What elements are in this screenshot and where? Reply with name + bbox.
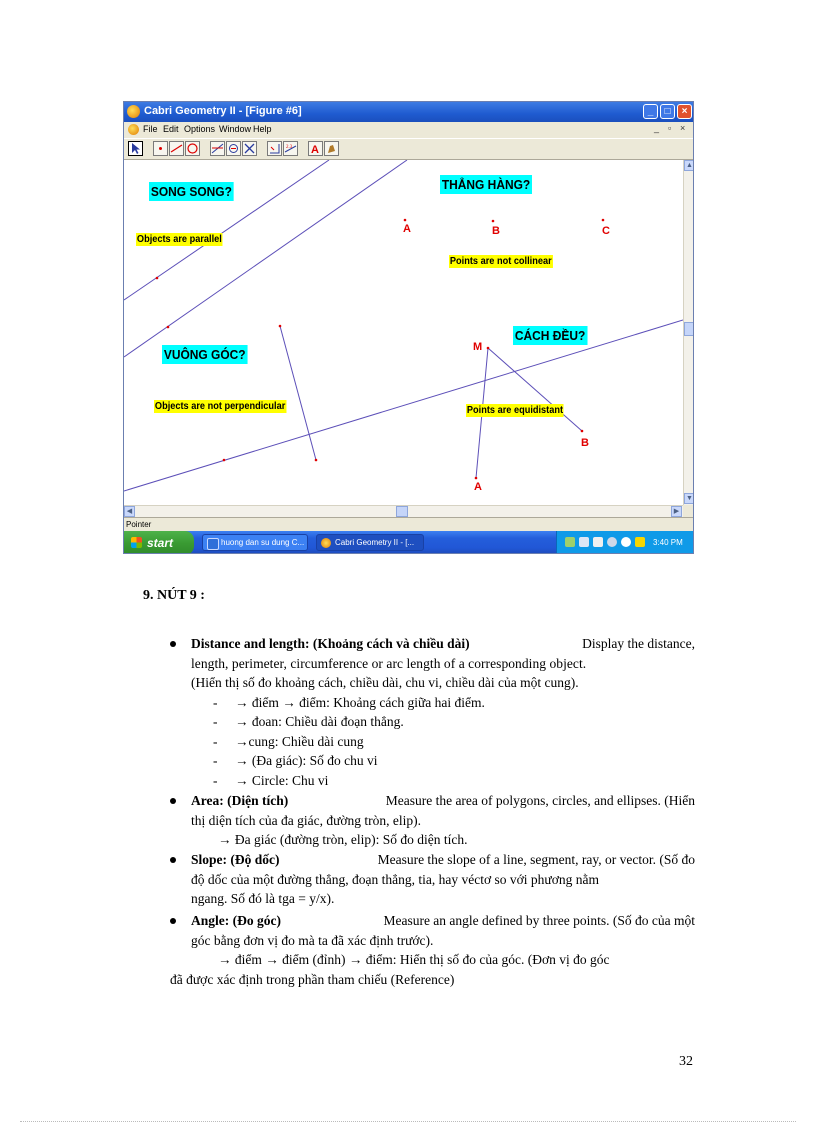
- item-area: [191, 791, 695, 830]
- item-slope-text-1: Measure the slope of a line, segment, ray, or vector. (Số đo: [377, 852, 695, 867]
- point-label-b-bottom: B: [581, 437, 589, 449]
- menu-options[interactable]: Options: [184, 124, 216, 134]
- windows-taskbar: [124, 531, 693, 554]
- perpendicular-segment: [280, 326, 316, 460]
- item-area-text-1: Measure the area of polygons, circles, and ellipses. (Hiển: [385, 793, 695, 808]
- point-label-c-top: C: [602, 225, 610, 237]
- bullet-dot: [170, 641, 176, 647]
- point-label-a-bottom: A: [474, 481, 482, 493]
- item-angle-line-2: góc bằng đơn vị đo mà ta đã xác định trước).: [191, 932, 434, 948]
- item-distance: [191, 634, 695, 693]
- point-on-long-line: [223, 459, 226, 462]
- tray-clock: 3:40 PM: [653, 538, 683, 547]
- tray-speaker-icon[interactable]: [607, 537, 617, 547]
- check-property-tool-icon[interactable]: [267, 141, 282, 156]
- bullet-dot: [170, 857, 176, 863]
- item-slope-line-2: độ dốc của một đường thẳng, đoạn thẳng, tia, hay véctơ so với phương nằm: [191, 871, 599, 887]
- tray-keyboard-icon[interactable]: [579, 537, 589, 547]
- system-tray: [556, 531, 694, 554]
- segment-end-top: [279, 325, 282, 328]
- scroll-down-icon[interactable]: ▼: [684, 493, 694, 504]
- svg-text:A: A: [311, 144, 319, 155]
- scroll-left-icon[interactable]: ◀: [124, 506, 135, 517]
- minimize-button[interactable]: _: [643, 104, 658, 119]
- item-distance-line-1: [191, 634, 695, 654]
- document-icon[interactable]: [128, 124, 139, 135]
- display-tool-icon[interactable]: [308, 141, 323, 156]
- menu-window[interactable]: Window: [219, 124, 252, 134]
- bullet-dot: [170, 918, 176, 924]
- item-angle-title: Angle: (Đo góc): [191, 913, 281, 928]
- page-bottom-divider: [20, 1121, 796, 1122]
- distance-sub-3: - →cung: Chiều dài cung: [213, 734, 364, 749]
- taskbar-item-word[interactable]: [202, 534, 308, 551]
- window-titlebar: [124, 102, 693, 122]
- item-area-line-1: [191, 791, 695, 811]
- measure-tool-icon[interactable]: [283, 141, 298, 156]
- point-b-bottom: [581, 430, 584, 433]
- thang-hang-label: THẲNG HÀNG?: [441, 177, 531, 192]
- menu-file[interactable]: File: [143, 124, 158, 134]
- parallel-result: Objects are parallel: [136, 234, 222, 245]
- mdi-close-button[interactable]: ×: [680, 123, 686, 133]
- bullet-dot: [170, 798, 176, 804]
- start-button[interactable]: [124, 531, 194, 554]
- circle-tool-icon[interactable]: [185, 141, 200, 156]
- tray-help-icon[interactable]: [593, 537, 603, 547]
- item-distance-text-1: Display the distance,: [582, 636, 695, 651]
- macro-tool-icon[interactable]: [242, 141, 257, 156]
- segment-end-bottom: [315, 459, 318, 462]
- distance-sub-1: - → điểm → điểm: Khoảng cách giữa hai điểm.: [213, 695, 485, 710]
- status-text: Pointer: [126, 520, 152, 529]
- item-distance-title: Distance and length: (Khoảng cách và chiều dài): [191, 636, 470, 651]
- menu-help[interactable]: Help: [253, 124, 272, 134]
- menu-edit[interactable]: Edit: [163, 124, 179, 134]
- point-b-top: [492, 220, 495, 223]
- taskbar-item-cabri[interactable]: [316, 534, 424, 551]
- point-a-bottom: [475, 477, 478, 480]
- item-angle-line-1: [191, 911, 695, 931]
- collinear-result: Points are not collinear: [449, 256, 552, 267]
- point-a-top: [404, 219, 407, 222]
- vertical-scrollbar[interactable]: [683, 160, 694, 505]
- close-button[interactable]: ×: [677, 104, 692, 119]
- item-angle-line-3: → điểm → điểm (đỉnh) → điểm: Hiển thị số đo của góc. (Đơn vị đo góc: [218, 952, 610, 967]
- tray-update-icon[interactable]: [621, 537, 631, 547]
- svg-text:2.3: 2.3: [286, 145, 293, 150]
- taskbar-item-word-label: huong dan su dung C...: [221, 538, 305, 547]
- parallel-line-1: [124, 160, 329, 300]
- point-on-line-1: [156, 277, 159, 280]
- pointer-tool-icon[interactable]: [128, 141, 143, 156]
- window-title: Cabri Geometry II - [Figure #6]: [144, 105, 302, 117]
- item-slope-line-1: [191, 850, 695, 870]
- mdi-restore-icon[interactable]: ▫: [668, 123, 672, 133]
- tray-antivirus-icon[interactable]: [635, 537, 645, 547]
- scroll-corner: [683, 505, 694, 517]
- status-bar: [124, 517, 693, 531]
- horizontal-scrollbar[interactable]: [124, 505, 683, 517]
- horizontal-scroll-thumb[interactable]: [396, 506, 408, 517]
- distance-sub-2: - → đoan: Chiều dài đoạn thẳng.: [213, 714, 404, 729]
- draw-tool-icon[interactable]: [324, 141, 339, 156]
- scroll-right-icon[interactable]: ▶: [671, 506, 682, 517]
- section-heading: 9. NÚT 9 :: [143, 588, 205, 603]
- item-area-line-2: thị diện tích của đa giác, đường tròn, elip).: [191, 812, 422, 828]
- point-label-b-top: B: [492, 225, 500, 237]
- geometry-figure: [124, 160, 683, 505]
- page-number: 32: [679, 1054, 693, 1069]
- item-area-title: Area: (Diện tích): [191, 793, 289, 808]
- construct-tool-icon[interactable]: [210, 141, 225, 156]
- cabri-app-icon: [127, 105, 140, 118]
- maximize-button[interactable]: □: [660, 104, 675, 119]
- segment-mb: [488, 348, 582, 431]
- drawing-canvas[interactable]: [124, 160, 683, 505]
- perpendicular-result: Objects are not perpendicular: [154, 401, 286, 412]
- item-angle-line-4: đã được xác định trong phần tham chiếu (Reference): [170, 972, 455, 987]
- start-label: start: [147, 536, 174, 550]
- cabri-screenshot: [123, 101, 694, 554]
- song-song-label: SONG SONG?: [150, 184, 232, 199]
- menu-bar: [124, 122, 693, 138]
- point-c-top: [602, 219, 605, 222]
- distance-sub-4: - → (Đa giác): Số đo chu vi: [213, 753, 378, 768]
- windows-logo-icon: [131, 537, 142, 548]
- tray-network-icon[interactable]: [565, 537, 575, 547]
- line-tool-icon[interactable]: [169, 141, 184, 156]
- item-angle: [191, 911, 695, 950]
- point-on-line-2: [167, 326, 170, 329]
- point-label-a-top: A: [403, 223, 411, 235]
- item-slope-line-3: ngang. Số đó là tga = y/x).: [191, 891, 335, 907]
- cabri-task-icon: [321, 538, 331, 548]
- vertical-scroll-thumb[interactable]: [684, 322, 694, 336]
- point-m: [487, 347, 490, 350]
- item-slope-title: Slope: (Độ dốc): [191, 852, 280, 867]
- vuong-goc-label: VUÔNG GÓC?: [163, 347, 246, 362]
- item-distance-line-3: (Hiển thị số đo khoảng cách, chiều dài, chu vi, chiều dài của một cung).: [191, 675, 579, 691]
- point-tool-icon[interactable]: [153, 141, 168, 156]
- item-distance-line-2: length, perimeter, circumference or arc length of a corresponding object.: [191, 655, 587, 671]
- transform-tool-icon[interactable]: [226, 141, 241, 156]
- equidistant-result: Points are equidistant: [466, 405, 564, 416]
- scroll-up-icon[interactable]: ▲: [684, 160, 694, 171]
- item-area-line-3: → Đa giác (đường tròn, elip): Số đo diện tích.: [218, 832, 468, 847]
- item-angle-text-1: Measure an angle defined by three points. (Số đo của một: [383, 913, 695, 928]
- distance-sub-5: - → Circle: Chu vi: [213, 773, 329, 788]
- cach-deu-label: CÁCH ĐỀU?: [514, 328, 586, 343]
- point-label-m: M: [473, 341, 483, 353]
- taskbar-item-cabri-label: Cabri Geometry II - [...: [335, 538, 415, 547]
- item-slope: [191, 850, 695, 909]
- mdi-minimize-button[interactable]: _: [654, 123, 660, 133]
- tool-palette: [124, 138, 693, 160]
- word-document-icon: [207, 538, 219, 550]
